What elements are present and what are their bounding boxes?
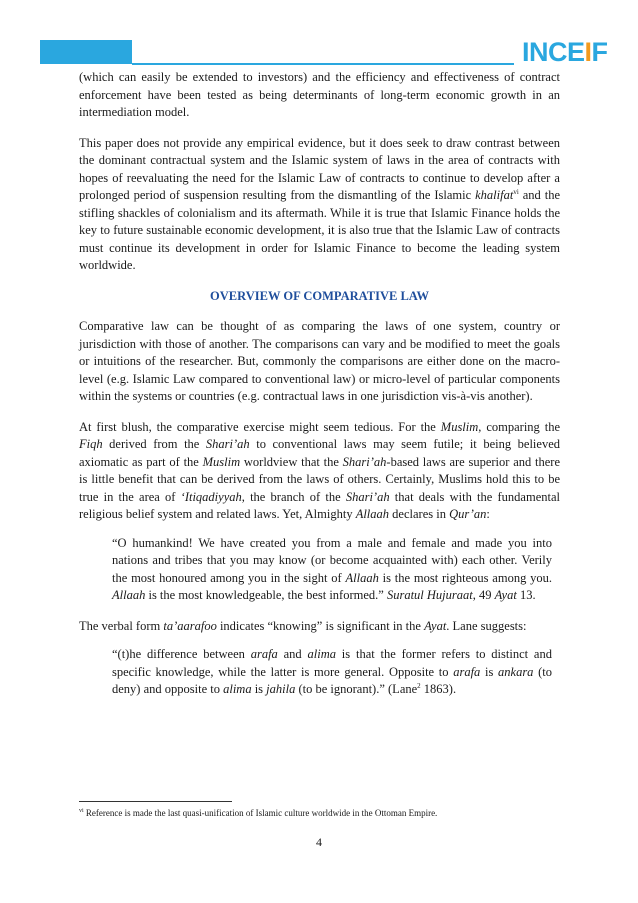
page-number: 4 (316, 835, 322, 849)
paragraph-4: At first blush, the comparative exercise might seem tedious. For the Muslim, comparing the Fiqh derived from the Shari’ah to conventional laws may seem futile; it being believed axiomatic as part of the Muslim worldview that the Shari’ah-based laws are superior and there is little benefit that can be derived from the laws of others. Certainly, Muslims hold this to be true in the area of ‘Itiqadiyyah, the branch of the Shari’ah that deals with the fundamental religious belief system and related laws. Yet, Almighty Allaah declares in Qur’an: (79, 419, 560, 521)
footnote: $^{vi}$ Reference is made the last quasi-unification of Islamic culture worldwide in the Ottoman Empire. (79, 808, 438, 818)
paragraph-2: This paper does not provide any empirical evidence, but it does seek to draw contrast between the dominant contractual system and the Islamic system of laws in the area of contracts with hopes of reevaluating the need for the Islamic Law of contracts to continue to develop after a prolonged period of suspension resulting from the dismantling of the Islamic khalifat$^{vi}$ and the stifling shackles of colonialism and its aftermath. While it is true that Islamic Finance holds the key to future sustainable economic development, it is also true that the Islamic Law of contracts must continue its development in order for Islamic Finance to become the leading system worldwide. (79, 135, 560, 272)
paragraph-3: Comparative law can be thought of as comparing the laws of one system, country or jurisdiction with those of another. The comparisons can vary and be modified to meet the goals or intuitions of the researcher. But, commonly the comparisons are either done on the macro-level (e.g. Islamic Law compared to conventional law) or micro-level of particular components within the systems or countries (e.g. contractual laws in one jurisdiction vis-à-vis another). (79, 319, 560, 403)
section-heading: OVERVIEW OF COMPARATIVE LAW (210, 288, 429, 303)
header-accent-bar (40, 40, 132, 64)
inceif-logo: INCEIF (522, 37, 608, 67)
header-rule (132, 63, 514, 65)
block-quote-2: “(t)he difference between arafa and alima is that the former refers to distinct and specific knowledge, while the latter is more general. Opposite to arafa is ankara (to deny) and opposite to alima is jahila (to be ignorant).” (Lane$^2$ 1863). (112, 647, 553, 696)
paragraph-1: (which can easily be extended to investors) and the efficiency and effectiveness of contract enforcement have been tested as being determinants of long-term economic growth in an intermediation model. (79, 70, 560, 119)
footnote-divider (79, 801, 232, 802)
page-body (79, 69, 560, 712)
footnote-ref[interactable]: vi (513, 187, 519, 196)
block-quote-1: “O humankind! We have created you from a male and female and made you into nations and tribes that you may know (or become acquainted with) each other. Verily the most honoured among you in the sight of Allaah is the most righteous among you. Allaah is the most knowledgeable, the best informed.” Suratul Hujuraat, 49 Ayat 13. (112, 535, 552, 602)
paragraph-5: The verbal form ta’aarafoo indicates “knowing” is significant in the Ayat. Lane suggests: (79, 618, 527, 633)
